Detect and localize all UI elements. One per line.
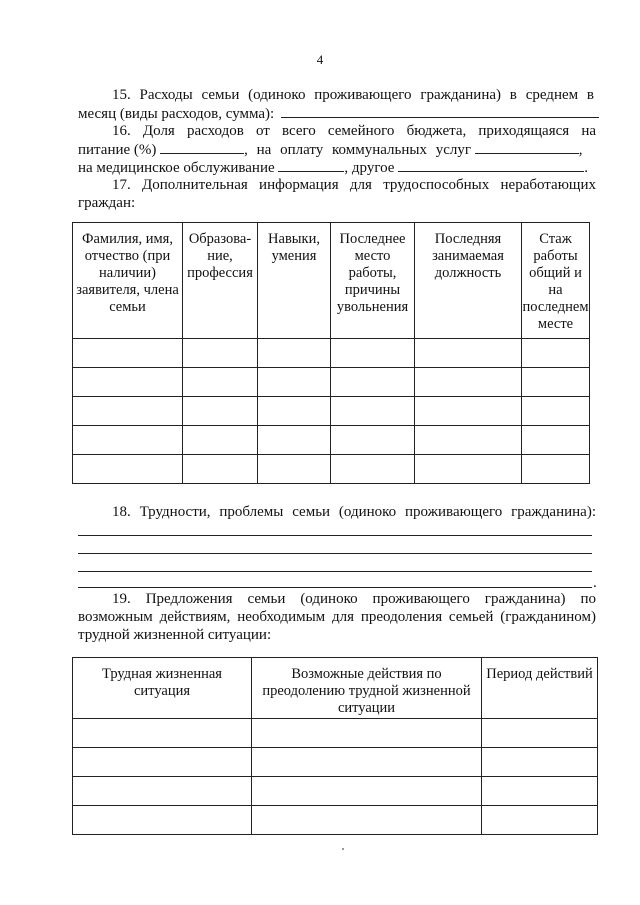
item15-label: месяц (виды расходов, сумма):	[78, 106, 275, 122]
table-row	[73, 455, 590, 484]
table-cell[interactable]	[331, 339, 415, 368]
table-row	[73, 777, 598, 806]
proposals-table	[72, 657, 598, 835]
item15-line2	[78, 104, 599, 123]
table-row	[73, 806, 598, 835]
table-cell[interactable]	[415, 397, 522, 426]
col-header-period: Период действий	[482, 658, 598, 719]
table-cell[interactable]	[522, 426, 590, 455]
table-row	[73, 339, 590, 368]
difficulties-line[interactable]	[78, 571, 592, 572]
table-cell[interactable]	[252, 748, 482, 777]
table-cell[interactable]	[73, 426, 183, 455]
table-cell[interactable]	[258, 339, 331, 368]
table-cell[interactable]	[522, 455, 590, 484]
table-cell[interactable]	[258, 397, 331, 426]
col-header-skills: Навыки, умения	[258, 223, 331, 339]
unemployed-info-table	[72, 222, 590, 484]
table-cell[interactable]	[183, 368, 258, 397]
col-header-last-position: Последняя занимаемая должность	[415, 223, 522, 339]
table-cell[interactable]	[415, 368, 522, 397]
table-cell[interactable]	[415, 455, 522, 484]
table-row	[73, 426, 590, 455]
table-cell[interactable]	[73, 397, 183, 426]
table-cell[interactable]	[73, 748, 252, 777]
table-header-row	[73, 223, 590, 339]
col-header-experience: Стаж работы общий и на последнем месте	[522, 223, 590, 339]
table-row	[73, 397, 590, 426]
table-cell[interactable]	[331, 397, 415, 426]
scan-speck	[342, 848, 344, 850]
medical-share-field[interactable]	[278, 158, 344, 172]
difficulties-line[interactable]	[78, 587, 592, 588]
medical-label: на медицинское обслуживание	[78, 160, 275, 176]
table-cell[interactable]	[73, 806, 252, 835]
table-row	[73, 748, 598, 777]
col-header-education: Образова-ние, профессия	[183, 223, 258, 339]
expenses-field[interactable]	[281, 104, 599, 118]
table-cell[interactable]	[73, 368, 183, 397]
food-label: питание (%)	[78, 142, 157, 158]
utilities-label: , на оплату коммунальных услуг	[244, 142, 471, 158]
item17-line1: 17. Дополнительная информация для трудоспособных неработающих	[112, 177, 596, 193]
table-cell[interactable]	[73, 455, 183, 484]
table-row	[73, 368, 590, 397]
col-header-actions: Возможные действия по преодолению трудной жизненной ситуации	[252, 658, 482, 719]
item18-line1: 18. Трудности, проблемы семьи (одиноко проживающего гражданина):	[112, 504, 596, 520]
table-cell[interactable]	[258, 368, 331, 397]
page-number: 4	[316, 52, 324, 67]
table-cell[interactable]	[331, 426, 415, 455]
table-cell[interactable]	[183, 426, 258, 455]
table-cell[interactable]	[522, 397, 590, 426]
item18-end: .	[593, 575, 597, 591]
table-cell[interactable]	[482, 806, 598, 835]
table-cell[interactable]	[415, 339, 522, 368]
table-row	[73, 719, 598, 748]
utilities-share-field[interactable]	[475, 140, 579, 154]
item19-line3: трудной жизненной ситуации:	[78, 627, 272, 643]
table-cell[interactable]	[183, 455, 258, 484]
other-share-field[interactable]	[398, 158, 584, 172]
table-cell[interactable]	[482, 777, 598, 806]
comma: ,	[578, 142, 583, 158]
table-cell[interactable]	[73, 777, 252, 806]
period: .	[584, 160, 588, 176]
table-cell[interactable]	[73, 339, 183, 368]
table-cell[interactable]	[482, 719, 598, 748]
table-cell[interactable]	[258, 426, 331, 455]
table-cell[interactable]	[482, 748, 598, 777]
table-cell[interactable]	[252, 777, 482, 806]
table-cell[interactable]	[252, 719, 482, 748]
difficulties-line[interactable]	[78, 553, 592, 554]
table-cell[interactable]	[331, 455, 415, 484]
table-cell[interactable]	[331, 368, 415, 397]
other-label: , другое	[344, 160, 395, 176]
food-share-field[interactable]	[160, 140, 244, 154]
col-header-last-job: Последнее место работы, причины увольнения	[331, 223, 415, 339]
item15-line1: 15. Расходы семьи (одиноко проживающего гражданина) в среднем в	[112, 87, 594, 103]
item17-line2: граждан:	[78, 195, 136, 211]
item16-line3	[78, 158, 588, 177]
item19-line1: 19. Предложения семьи (одиноко проживающего гражданина) по	[112, 591, 596, 607]
table-header-row	[73, 658, 598, 719]
table-cell[interactable]	[183, 339, 258, 368]
col-header-name: Фамилия, имя, отчество (при наличии) заявителя, члена семьи	[73, 223, 183, 339]
table-cell[interactable]	[252, 806, 482, 835]
table-cell[interactable]	[73, 719, 252, 748]
table-cell[interactable]	[183, 397, 258, 426]
table-cell[interactable]	[522, 368, 590, 397]
table-cell[interactable]	[258, 455, 331, 484]
table-cell[interactable]	[415, 426, 522, 455]
table-cell[interactable]	[522, 339, 590, 368]
item16-line2	[78, 140, 583, 159]
item19-line2: возможным действиям, необходимым для преодоления семьей (гражданином)	[78, 609, 596, 625]
difficulties-line[interactable]	[78, 535, 592, 536]
col-header-situation: Трудная жизненная ситуация	[73, 658, 252, 719]
item16-line1: 16. Доля расходов от всего семейного бюджета, приходящаяся на	[112, 123, 596, 139]
